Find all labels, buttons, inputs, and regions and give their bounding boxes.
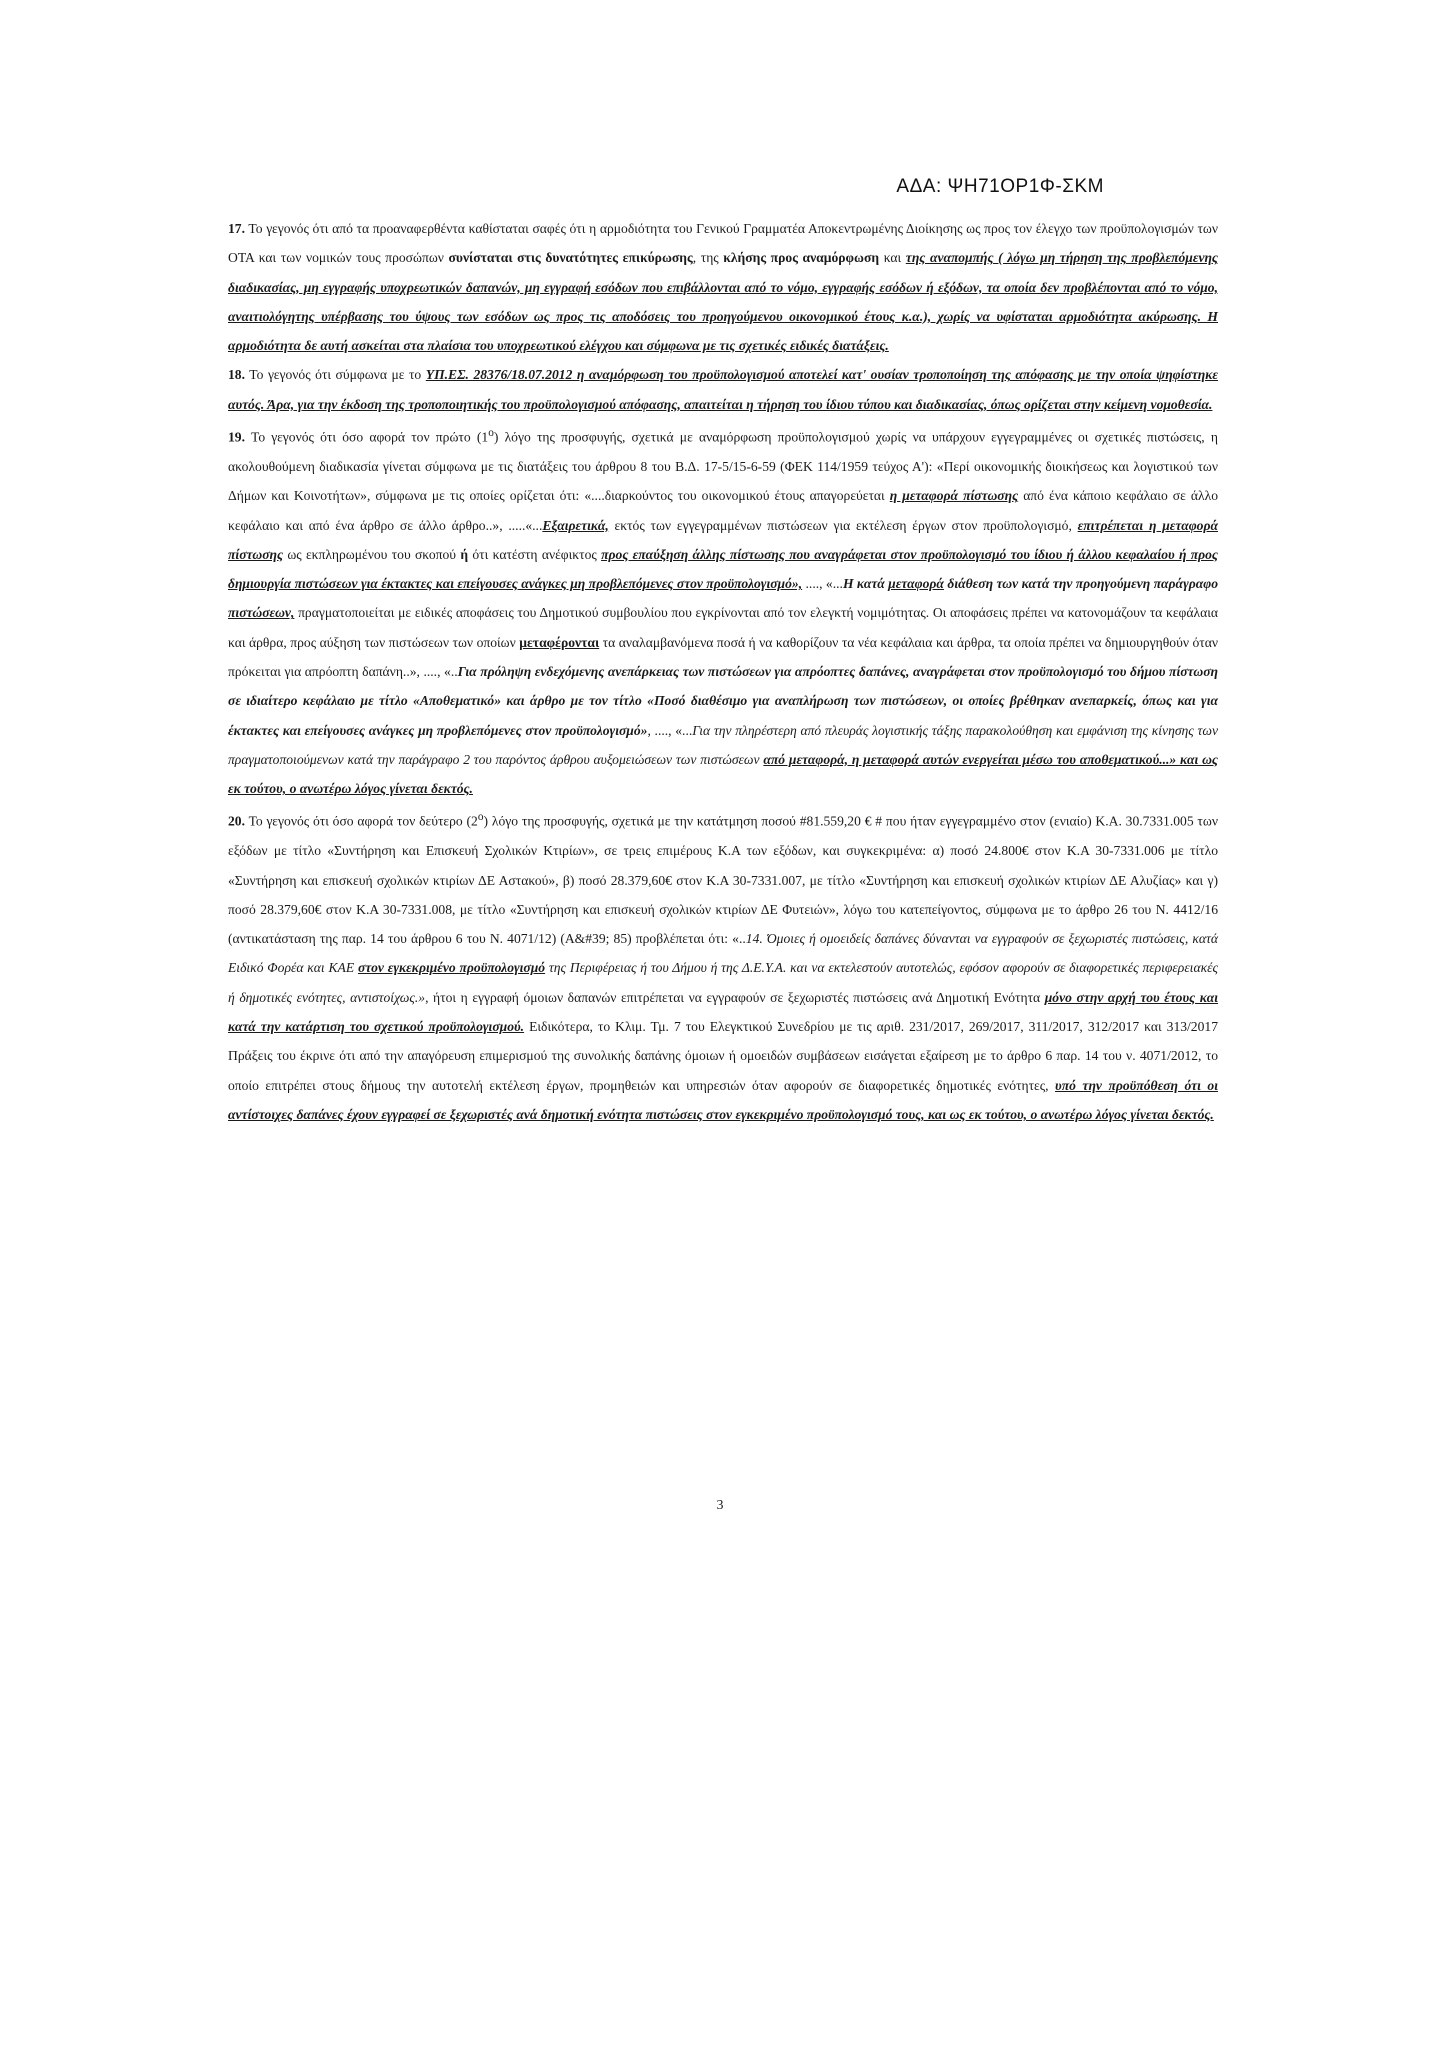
text: ότι κατέστη ανέφικτος bbox=[468, 546, 602, 562]
text: Το γεγονός ότι όσο αφορά τον δεύτερο (2 bbox=[245, 814, 478, 829]
bold-italic-text: διάθεση των κατά την προηγούμενη παράγραφο bbox=[943, 576, 1218, 592]
text: , ήτοι η εγγραφή όμοιων δαπανών επιτρέπεται να εγγραφούν σε ξεχωριστές πιστώσεις ανά Δημοτική Ενότητα bbox=[425, 989, 1045, 1005]
paragraph-17 bbox=[228, 214, 1218, 360]
text: , ...., «... bbox=[647, 722, 693, 738]
bold-text: κλήσης προς αναμόρφωση bbox=[723, 250, 880, 266]
ada-code: ΑΔΑ: ΨΗ71ΟΡ1Φ-ΣΚΜ bbox=[896, 176, 1104, 197]
bold-underlined-text: μεταφέρονται bbox=[519, 634, 600, 650]
italic-text: της Περιφέρειας ή του Δήμου ή της Δ.Ε.Υ.Α. και να εκτελεστούν αυτοτελώς, εφόσον αφορούν σε διαφορετικές περιφερειακές ή δημοτικές ενότητες, αντιστοίχως.» bbox=[228, 960, 1218, 1005]
paragraph-number: 19. bbox=[228, 429, 245, 445]
emphasized-text: μεταφορά bbox=[888, 576, 944, 592]
document-body bbox=[228, 214, 1218, 1129]
bold-text: συνίσταται στις δυνατότητες επικύρωσης bbox=[448, 250, 693, 266]
text: από ένα κάποιο κεφάλαιο σε άλλο κεφάλαιο και από ένα άρθρο σε άλλο άρθρο..», .....«... bbox=[228, 488, 1218, 533]
page-number bbox=[0, 1498, 1448, 1514]
emphasized-text: Εξαιρετικά, bbox=[542, 517, 609, 533]
text: ...., «... bbox=[802, 576, 843, 592]
emphasized-text: ΥΠ.ΕΣ. 28376/18.07.2012 η αναμόρφωση του προϋπολογισμού αποτελεί κατ' ουσίαν τροποποίηση της απόφασης με την οποία ψηφίστηκε αυτός. Άρα, για την έκδοση της τροποποιητικής του προϋπολογισμού απόφασης, απαιτείται η τήρηση του ίδιου τύπου και διαδικασίας, όπως ορίζεται στην κείμενη νομοθεσία. bbox=[228, 367, 1219, 412]
text: ) λόγο της προσφυγής, σχετικά με αναμόρφωση προϋπολογισμού χωρίς να υπάρχουν εγγεγραμμένες οι σχετικές πιστώσεις, η ακολουθούμενη διαδικασία γίνεται σύμφωνα με τις διατάξεις του άρθρου 8 του Β.Δ. 17-5/15-6-59 (ΦΕΚ 114/1959 τεύχος Α'): «Περί οικονομικής διοικήσεως και λογιστικού των Δήμων και Κοινοτήτων», σύμφωνα με τις οποίες ορίζεται ότι: «....διαρκούντος του οικονομικού έτους απαγορεύεται bbox=[228, 429, 1218, 504]
text: , της bbox=[692, 250, 724, 266]
text: Το γεγονός ότι από τα προαναφερθέντα καθίσταται σαφές ότι η αρμοδιότητα του Γενικού Γραμματέα Αποκεντρωμένης Διοίκησης ως προς τον έλεγχο των προϋπολογισμών των ΟΤΑ και των νομικών τους προσώπων bbox=[228, 221, 1218, 266]
emphasized-text: η μεταφορά πίστωσης bbox=[889, 488, 1019, 504]
paragraph-20 bbox=[228, 803, 1218, 1129]
paragraph-19 bbox=[228, 419, 1218, 803]
paragraph-number: 20. bbox=[228, 814, 245, 829]
emphasized-text: πιστώσεων, bbox=[228, 605, 295, 621]
emphasized-text: μόνο στην αρχή του έτους και κατά την κατάρτιση του σχετικού προϋπολογισμού. bbox=[228, 989, 1218, 1035]
emphasized-text: από μεταφορά, η μεταφορά αυτών ενεργείται μέσω του αποθεματικού...» και ως εκ τούτου, ο ανωτέρω λόγος γίνεται δεκτός. bbox=[228, 751, 1218, 797]
italic-text: 14. Όμοιες ή ομοειδείς δαπάνες δύνανται να εγγραφούν σε ξεχωριστές πιστώσεις, κατά Ειδικό Φορέα και ΚΑΕ bbox=[228, 931, 1218, 976]
text: ) λόγο της προσφυγής, σχετικά με την κατάτμηση ποσού #81.559,20 € # που ήταν εγγεγραμμένο στον (ενιαίο) Κ.Α. 30.7331.005 των εξόδων με τίτλο «Συντήρηση και Επισκευή Σχολικών Κτιρίων», σε τρεις επιμέρους Κ.Α των εξόδων, και συγκεκριμένα: α) ποσό 24.800€ στον Κ.Α 30-7331.006 με τίτλο «Συντήρηση και επισκευή σχολικών κτιρίων ΔΕ Αστακού», β) ποσό 28.379,60€ στον Κ.Α 30-7331.007, με τίτλο «Συντήρηση και επισκευή σχολικών κτιρίων ΔΕ Αλυζίας» και γ) ποσό 28.379,60€ στον Κ.Α 30-7331.008, με τίτλο «Συντήρηση και επισκευή σχολικών κτιρίων ΔΕ Φυτειών», λόγω του κατεπείγοντος, σύμφωνα με το άρθρο 26 του Ν. 4412/16 (αντικατάσταση της παρ. 14 του άρθρου 6 του Ν. 4071/12) (A&#39; 85) προβλέπεται ότι: «.. bbox=[228, 814, 1218, 947]
text: και bbox=[879, 250, 906, 266]
paragraph-number: 17. bbox=[228, 221, 245, 236]
paragraph-number: 18. bbox=[228, 367, 245, 383]
bold-text: ή bbox=[460, 546, 469, 562]
text: πραγματοποιείται με ειδικές αποφάσεις του Δημοτικού συμβουλίου που εγκρίνονται από τον ελεγκτή νομιμότητας. Οι αποφάσεις πρέπει να κατονομάζουν τα κεφάλαια και άρθρα, προς αύξηση των πιστώσεων των οποίων bbox=[228, 605, 1218, 650]
emphasized-text: υπό την προϋπόθεση ότι οι αντίστοιχες δαπάνες έχουν εγγραφεί σε ξεχωριστές ανά δημοτική ενότητα πιστώσεις στον εγκεκριμένο προϋπολογισμό τους, και ως εκ τούτου, ο ανωτέρω λόγος γίνεται δεκτός. bbox=[228, 1077, 1218, 1122]
text: Το γεγονός ότι σύμφωνα με το bbox=[245, 367, 426, 383]
emphasized-text: της αναπομπής ( λόγω μη τήρηση της προβλεπόμενης διαδικασίας, μη εγγραφής υποχρεωτικών δαπανών, μη εγγραφή εσόδων που επιβάλλονται από το νόμο, εγγραφής εσόδων ή εξόδων, τα οποία δεν προβλέπονται από το νόμο, αναιτιολόγητης υπέρβασης του ύψους των εσόδων ως προς τις αποδόσεις του προηγούμενου οικονομικού έτους κ.α.), χωρίς να υφίσταται αρμοδιότητα ακύρωσης. Η αρμοδιότητα δε αυτή ασκείται στα πλαίσια του υποχρεωτικού ελέγχου και σύμφωνα με τις σχετικές ειδικές διατάξεις. bbox=[228, 250, 1218, 354]
paragraph-18 bbox=[228, 360, 1218, 419]
bold-italic-text: Για πρόληψη ενδεχόμενης ανεπάρκειας των πιστώσεων για απρόοπτες δαπάνες, αναγράφεται στον προϋπολογισμό του δήμου πίστωση σε ιδιαίτερο κεφάλαιο με τίτλο «Αποθεματικό» και άρθρο με τον τίτλο «Ποσό διαθέσιμο για αναπλήρωση των πιστώσεων, οι οποίες βρέθηκαν ανεπαρκείς, όπως και για έκτακτες και επείγουσες ανάγκες μη προβλεπόμενες στον προϋπολογισμό» bbox=[228, 663, 1219, 738]
text: τα αναλαμβανόμενα ποσά ή να καθορίζουν τα νέα κεφάλαια και άρθρα, τα οποία πρέπει να δημιουργηθούν όταν πρόκειται για απρόοπτη δαπάνη..», ...., «.. bbox=[228, 634, 1218, 679]
page-number-text: 3 bbox=[716, 1498, 724, 1513]
italic-text: Για την πληρέστερη από πλευράς λογιστικής τάξης παρακολούθηση και εμφάνιση της κίνησης των πραγματοποιούμενων κατά την παράγραφο 2 του παρόντος άρθρου αυξομειώσεων των πιστώσεων bbox=[228, 722, 1218, 767]
text: εκτός των εγγεγραμμένων πιστώσεων για εκτέλεση έργων στον προϋπολογισμό, bbox=[608, 517, 1078, 533]
text: Το γεγονός ότι όσο αφορά τον πρώτο (1 bbox=[245, 429, 489, 445]
emphasized-text: προς επαύξηση άλλης πίστωσης που αναγράφεται στον προϋπολογισμό του ίδιου ή άλλου κεφαλαίου ή προς δημιουργία πιστώσεων για έκτακτες και επείγουσες ανάγκες μη προβλεπόμενες στον προϋπολογισμό», bbox=[228, 546, 1218, 592]
emphasized-text: στον εγκεκριμένο προϋπολογισμό bbox=[357, 960, 546, 976]
text: Ειδικότερα, το Κλιμ. Τμ. 7 του Ελεγκτικού Συνεδρίου με τις αριθ. 231/2017, 269/2017, 311/2017, 312/2017 και 313/2017 Πράξεις του έκρινε ότι από την απαγόρευση επιμερισμού της συνολικής δαπάνης όμοιων ή ομοειδών συμβάσεων εισάγεται εξαίρεση με το άρθρο 6 παρ. 14 του ν. 4071/2012, το οποίο επιτρέπει στους δήμους την αυτοτελή εκτέλεση έργων, προμηθειών και υπηρεσιών όταν αφορούν σε διαφορετικές δημοτικές ενότητες, bbox=[228, 1019, 1218, 1093]
bold-italic-text: Η κατά bbox=[842, 576, 889, 592]
superscript: ο bbox=[477, 811, 484, 824]
emphasized-text: επιτρέπεται η μεταφορά πίστωσης bbox=[228, 517, 1218, 562]
superscript: ο bbox=[488, 427, 494, 440]
text: ως εκπληρωμένου του σκοπού bbox=[283, 546, 461, 562]
